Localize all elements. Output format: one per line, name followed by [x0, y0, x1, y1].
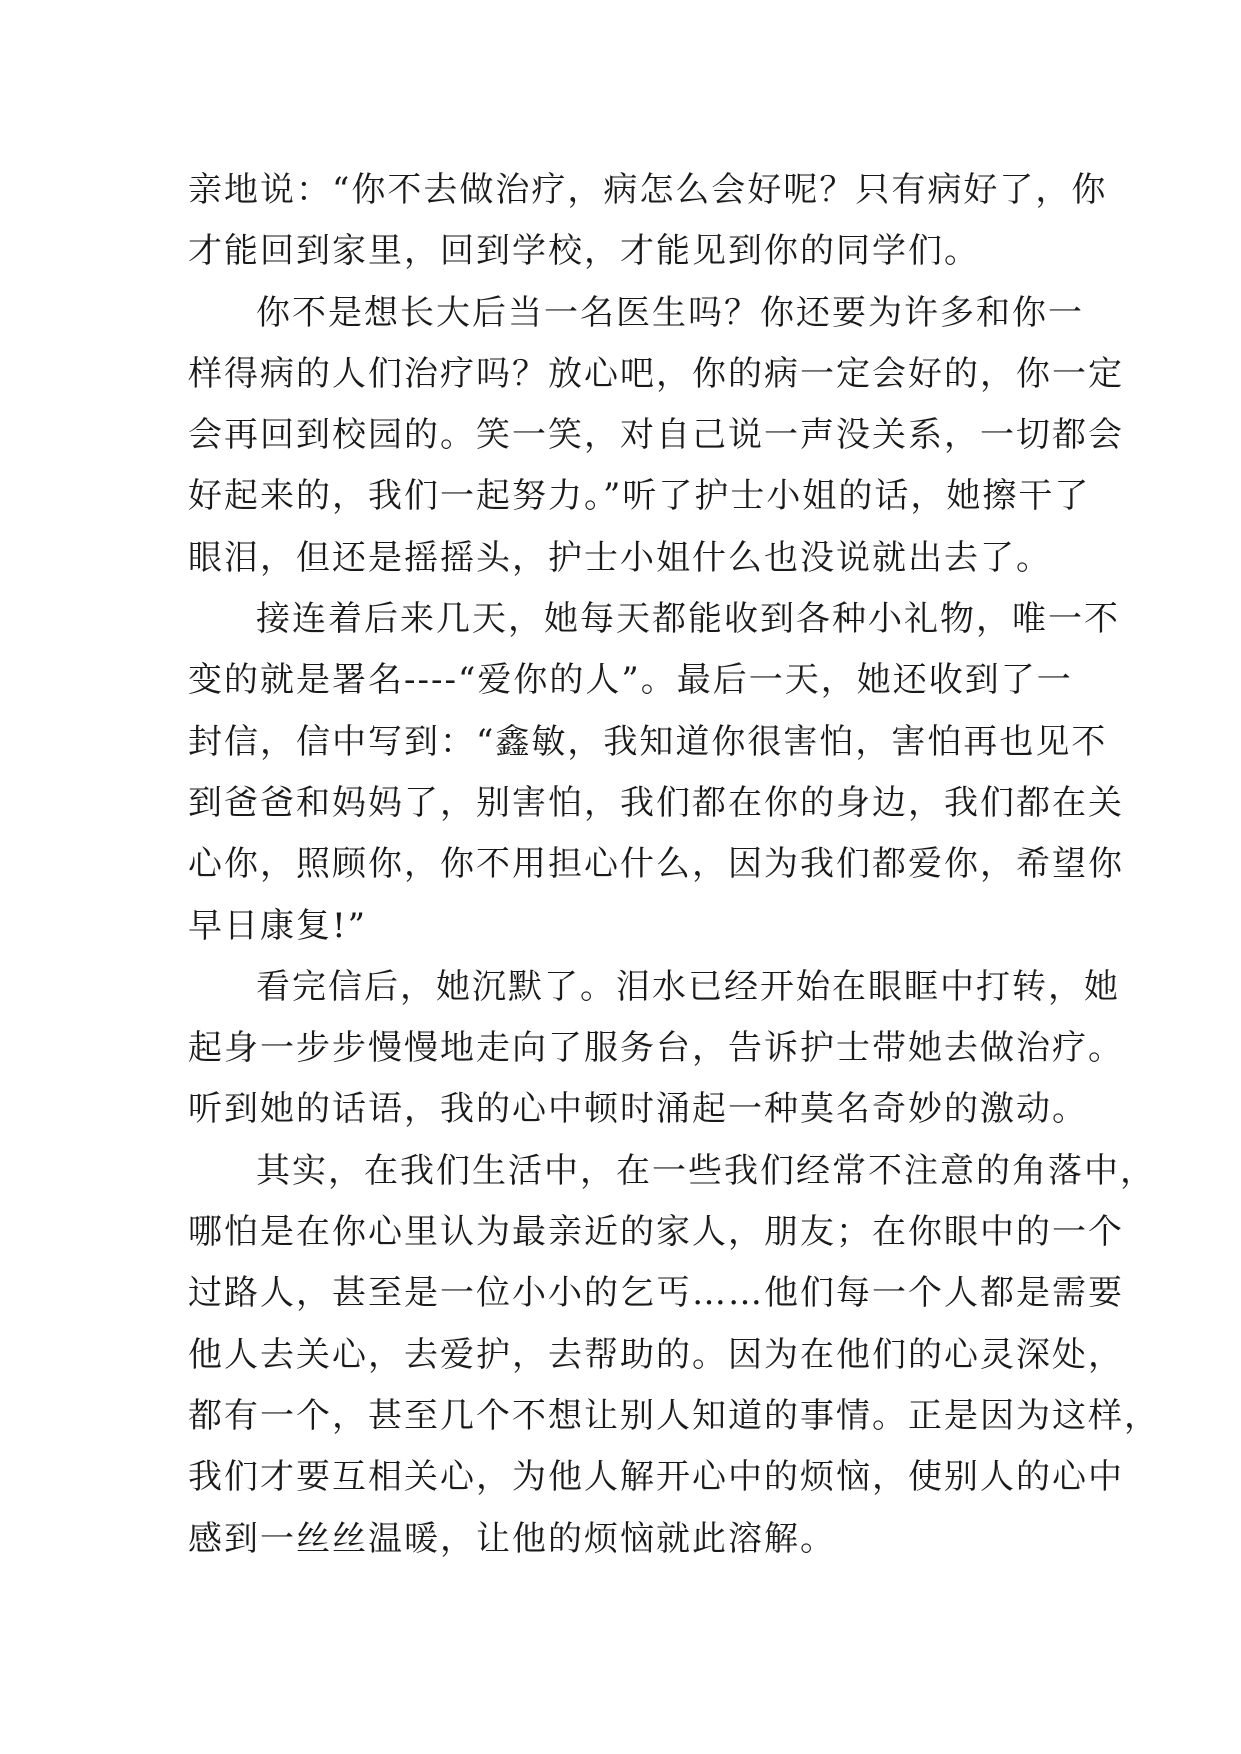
paragraph-3: [188, 589, 1124, 957]
text-line: 起身一步步慢慢地走向了服务台，告诉护士带她去做治疗。: [188, 1028, 1124, 1069]
text-line: 封信，信中写到：“鑫敏，我知道你很害怕，害怕再也见不: [188, 721, 1108, 762]
text-line: 看完信后，她沉默了。泪水已经开始在眼眶中打转，她: [256, 966, 1120, 1007]
text-line: 亲地说：“你不去做治疗，病怎么会好呢？只有病好了，你: [188, 170, 1108, 210]
text-line: 到爸爸和妈妈了，别害怕，我们都在你的身边，我们都在关: [188, 782, 1124, 823]
text-line: 变的就是署名----“爱你的人”。最后一天，她还收到了一: [188, 660, 1073, 701]
text-line: 眼泪，但还是摇摇头，护士小姐什么也没说就出去了。: [188, 537, 1052, 578]
text-line: 其实，在我们生活中，在一些我们经常不注意的角落中，: [256, 1150, 1156, 1191]
text-line: 他人去关心，去爱护，去帮助的。因为在他们的心灵深处，: [188, 1334, 1124, 1375]
text-line: 心你，照顾你，你不用担心什么，因为我们都爱你，希望你: [188, 844, 1124, 885]
text-line: 你不是想长大后当一名医生吗？你还要为许多和你一: [256, 292, 1084, 333]
text-line: 才能回到家里，回到学校，才能见到你的同学们。: [188, 231, 980, 272]
text-line: 样得病的人们治疗吗？放心吧，你的病一定会好的，你一定: [188, 353, 1124, 394]
text-line: 早日康复!”: [188, 905, 368, 946]
paragraph-5: [188, 1141, 1160, 1570]
text-line: 都有一个，甚至几个不想让别人知道的事情。正是因为这样，: [188, 1395, 1160, 1436]
text-line: 我们才要互相关心，为他人解开心中的烦恼，使别人的心中: [188, 1457, 1124, 1498]
document-body: [188, 160, 1160, 1570]
text-line: 好起来的，我们一起努力。”听了护士小姐的话，她擦干了: [188, 476, 1091, 517]
paragraph-2: [188, 283, 1124, 589]
text-line: 会再回到校园的。笑一笑，对自己说一声没关系，一切都会: [188, 415, 1124, 456]
text-line: 听到她的话语，我的心中顿时涌起一种莫名奇妙的激动。: [188, 1089, 1088, 1130]
text-line: 哪怕是在你心里认为最亲近的家人，朋友；在你眼中的一个: [188, 1212, 1124, 1253]
text-line: 过路人，甚至是一位小小的乞丐……他们每一个人都是需要: [188, 1273, 1124, 1314]
text-line: 感到一丝丝温暖，让他的烦恼就此溶解。: [188, 1518, 836, 1559]
text-line: 接连着后来几天，她每天都能收到各种小礼物，唯一不: [256, 599, 1120, 640]
paragraph-1: [188, 160, 1108, 283]
paragraph-4: [188, 957, 1124, 1141]
